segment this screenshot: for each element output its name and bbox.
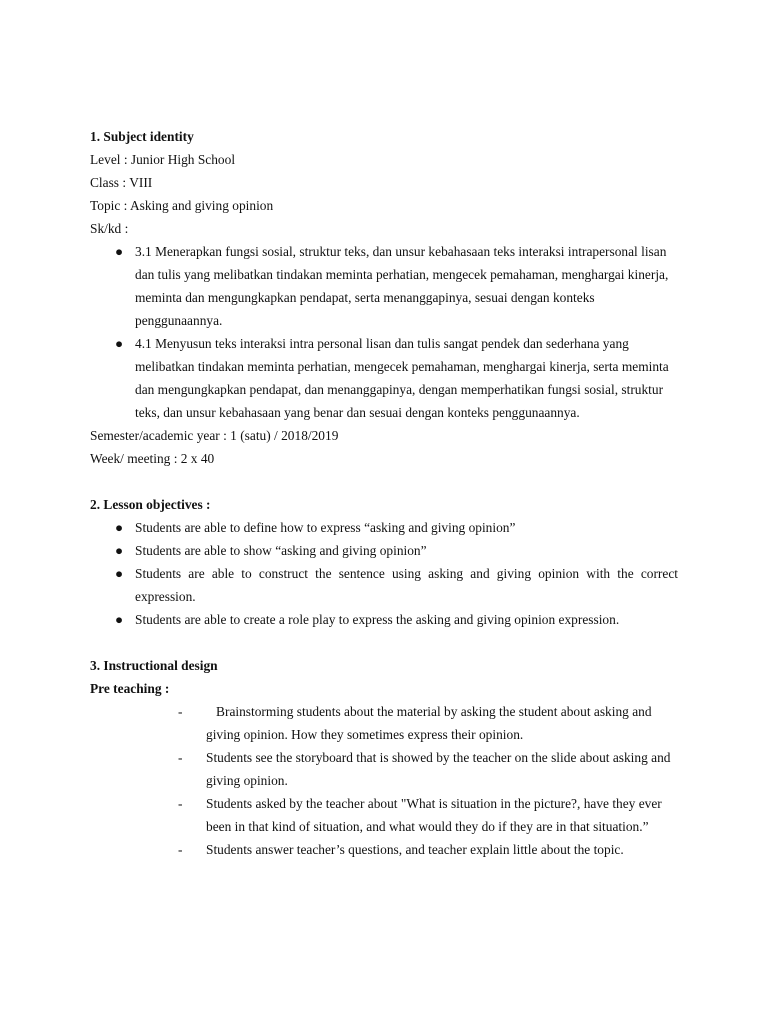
subheading-pre-teaching: Pre teaching : — [90, 681, 170, 696]
kd-item — [90, 332, 678, 424]
kd-item — [90, 240, 678, 332]
document-body — [90, 125, 678, 861]
objective-item-text: Students are able to create a role play to express the asking and giving opinion expression. — [135, 612, 620, 627]
dash-marker: - — [178, 750, 183, 765]
pre-teaching-item-text: Brainstorming students about the material by asking the student about asking and giving opinion. How they sometimes express their opinion. — [206, 704, 655, 742]
section-heading-instructional-design: 3. Instructional design — [90, 658, 218, 673]
objective-item-text: Students are able to define how to express “asking and giving opinion” — [135, 520, 516, 535]
section-heading-subject-identity: 1. Subject identity — [90, 129, 194, 144]
objective-item — [90, 608, 678, 631]
level-line: Level : Junior High School — [90, 152, 236, 167]
pre-teaching-item-text: Students see the storyboard that is showed by the teacher on the slide about asking and giving opinion. — [206, 750, 671, 788]
dash-marker: - — [178, 796, 183, 811]
bullet-icon: ● — [114, 566, 124, 581]
class-line: Class : VIII — [90, 175, 153, 190]
objective-item — [90, 539, 678, 562]
kd-item-text: 4.1 Menyusun teks interaksi intra personal lisan dan tulis sangat pendek dan sederhana yang melibatkan tindakan meminta perhatian, mengecek pemahaman, menghargai kinerja, serta meminta dan mengungkapkan pendapat, dan menanggapinya, dengan memperhatikan fungsi sosial, struktur teks, dan unsur kebahasaan yang benar dan sesuai dengan konteks penggunaannya. — [135, 336, 669, 420]
bullet-icon: ● — [114, 612, 124, 627]
pre-teaching-item-text: Students answer teacher’s questions, and teacher explain little about the topic. — [206, 842, 624, 857]
objectives-list — [90, 516, 678, 631]
objective-item-text: Students are able to construct the sentence using asking and giving opinion with the correct expression. — [135, 566, 678, 604]
kd-list — [90, 240, 678, 424]
pre-teaching-item — [90, 792, 678, 838]
objective-item — [90, 562, 678, 608]
objective-item — [90, 516, 678, 539]
semester-line: Semester/academic year : 1 (satu) / 2018/2019 — [90, 428, 339, 443]
bullet-icon: ● — [114, 520, 124, 535]
pre-teaching-item — [90, 746, 678, 792]
skkd-label: Sk/kd : — [90, 221, 129, 236]
section-heading-lesson-objectives: 2. Lesson objectives : — [90, 497, 211, 512]
week-line: Week/ meeting : 2 x 40 — [90, 451, 215, 466]
spacer — [90, 470, 678, 493]
objective-item-text: Students are able to show “asking and giving opinion” — [135, 543, 427, 558]
bullet-icon: ● — [114, 336, 124, 351]
pre-teaching-list — [90, 700, 678, 861]
spacer — [90, 631, 678, 654]
kd-item-text: 3.1 Menerapkan fungsi sosial, struktur teks, dan unsur kebahasaan teks interaksi intrapersonal lisan dan tulis yang melibatkan tindakan meminta perhatian, mengecek pemahaman, menghargai kinerja, meminta dan mengungkapkan pendapat, serta menanggapinya, sesuai dengan konteks penggunaannya. — [135, 244, 669, 328]
pre-teaching-item — [90, 700, 678, 746]
topic-line: Topic : Asking and giving opinion — [90, 198, 274, 213]
dash-marker: - — [178, 842, 183, 857]
pre-teaching-item-text: Students asked by the teacher about "What is situation in the picture?, have they ever been in that kind of situation, and what would they do if they are in that situation.” — [206, 796, 662, 834]
dash-marker: - — [178, 704, 183, 719]
bullet-icon: ● — [114, 543, 124, 558]
pre-teaching-item — [90, 838, 678, 861]
bullet-icon: ● — [114, 244, 124, 259]
